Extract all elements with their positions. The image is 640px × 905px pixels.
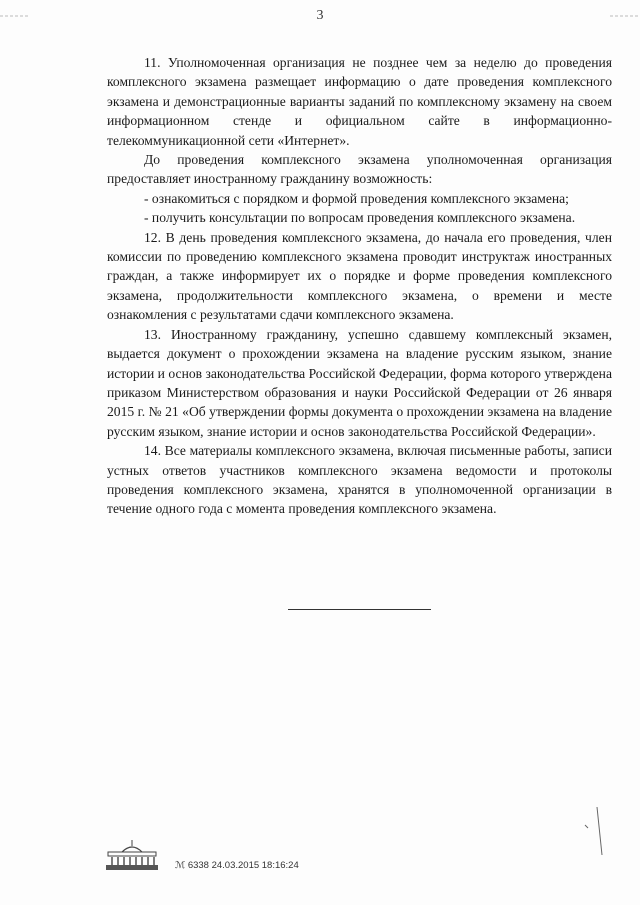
scan-artifact-top-left-icon xyxy=(0,14,30,18)
paragraph-13: 13. Иностранному гражданину, успешно сдавшему комплексный экзамен, выдается документ о прохождении экзамена на владение русским языком, знание истории и основ законодательства Российской Федерации, форма которого утверждена приказом Министерством образования и науки Российской Федерации от 26 января 2015 г. № 21 «Об утверждении формы документа о прохождении экзамена на владение русским языком, знание истории и основ законодательства Российской Федерации». xyxy=(107,326,612,439)
paragraph-14: 14. Все материалы комплексного экзамена, включая письменные работы, записи устных ответов участников комплексного экзамена ведомости и протоколы проведения комплексного экзамена, хранятся в уполномоченной организации в течение одного года с момента проведения комплексного экзамена. xyxy=(107,443,612,517)
stamp-mark-icon: ℳ xyxy=(175,860,186,871)
list-item-familiarize: - ознакомиться с порядком и формой проведения комплексного экзамена; xyxy=(144,190,569,206)
paragraph-12: 12. В день проведения комплексного экзамена, до начала его проведения, член комиссии по проведению комплексного экзамена проводит инструктаж иностранных граждан, а также информирует их о порядке и форме проведения комплексного экзамена, продолжительности комплексного экзамена, о времени и месте ознакомления с результатами сдачи комплексного экзамена. xyxy=(107,229,612,323)
document-body xyxy=(107,53,612,519)
government-building-emblem-icon xyxy=(102,838,162,872)
paragraph-11: 11. Уполномоченная организация не позднее чем за неделю до проведения комплексного экзамена размещает информацию о дате проведения комплексного экзамена и демонстрационные варианты заданий по комплексному экзамену на своем информационном стенде и официальном сайте в информационно-телекоммуникационной сети «Интернет». xyxy=(107,55,612,148)
scan-artifact-top-right-icon xyxy=(608,14,640,18)
stamp-value: 6338 24.03.2015 18:16:24 xyxy=(187,860,299,871)
document-footer xyxy=(102,838,362,878)
end-divider xyxy=(288,609,431,610)
scan-artifact-right-icon xyxy=(575,805,605,865)
registration-stamp xyxy=(175,860,299,871)
paragraph-preparation: До проведения комплексного экзамена уполномоченная организация предоставляет иностранному гражданину возможность: xyxy=(107,152,612,187)
list-item-consultation: - получить консультации по вопросам проведения комплексного экзамена. xyxy=(144,210,576,226)
page-number: 3 xyxy=(316,8,324,23)
